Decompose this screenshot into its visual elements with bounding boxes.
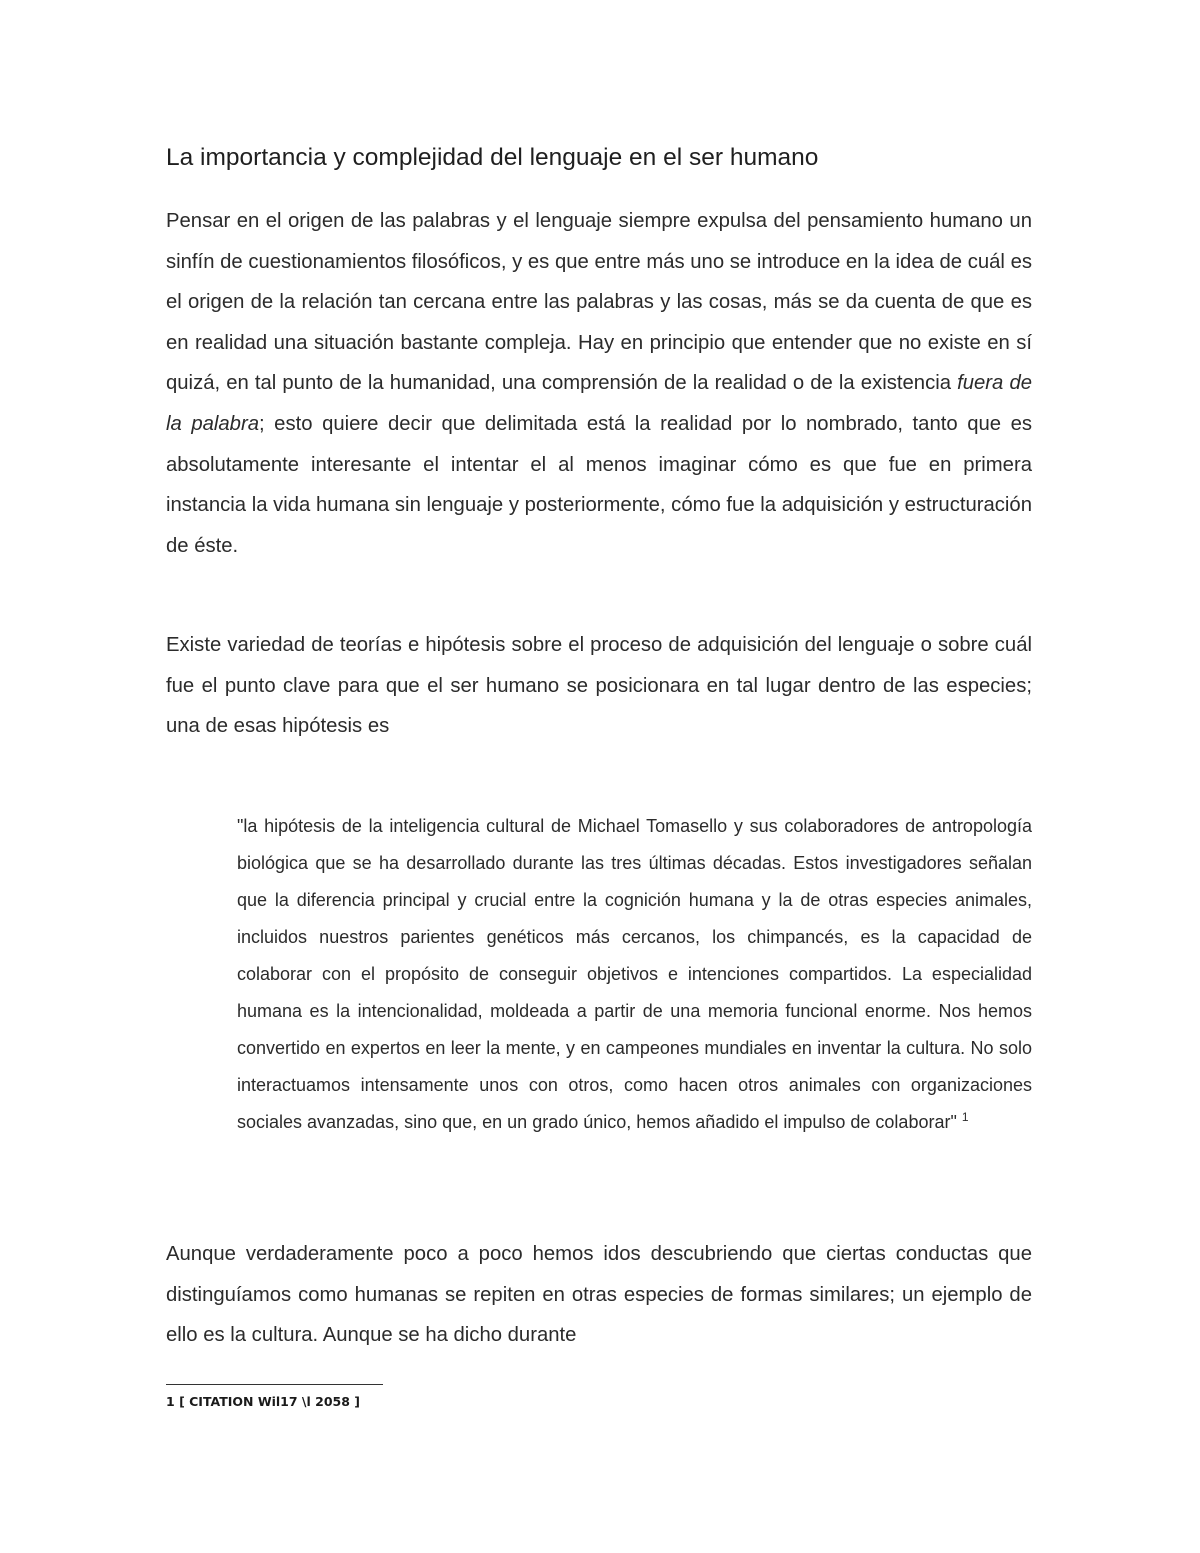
paragraph-hypotheses: Existe variedad de teorías e hipótesis sobre el proceso de adquisición del lenguaje o sobre cuál fue el punto clave para que el ser humano se posicionara en tal lugar dentro de las especies; una de esas hipótesis es — [166, 634, 1032, 738]
paragraph-intro — [166, 201, 1032, 566]
paragraph-intro-text-continued: ; esto quiere decir que delimitada está la realidad por lo nombrado, tanto que es absolutamente interesante el intentar el al menos imaginar cómo es que fue en primera instancia la vida humana sin lenguaje y posteriormente, cómo fue la adquisición y estructuración de éste. — [166, 412, 1033, 557]
footnote — [166, 1393, 360, 1411]
paragraph-intro-text: Pensar en el origen de las palabras y el lenguaje siempre expulsa del pensamiento humano un sinfín de cuestionamientos filosóficos, y es que entre más uno se introduce en la idea de cuál es el origen de la relación tan cercana entre las palabras y las cosas, más se da cuenta de que es en realidad una situación bastante compleja. Hay en principio que entender que no existe en sí quizá, en tal punto de la humanidad, una comprensión de la realidad o de la existencia — [166, 210, 1032, 395]
footnote-reference[interactable]: 1 — [961, 1110, 969, 1124]
footnote-citation: [ CITATION Wil17 \l 2058 ] — [179, 1394, 360, 1409]
block-quote — [237, 808, 1032, 1141]
footnote-number: 1 — [166, 1394, 175, 1409]
document-title: La importancia y complejidad del lenguaje en el ser humano — [166, 144, 819, 171]
italic-phrase: fuera de la palabra — [166, 372, 1032, 435]
paragraph-culture: Aunque verdaderamente poco a poco hemos idos descubriendo que ciertas conductas que distinguíamos como humanas se repiten en otras especies de formas similares; un ejemplo de ello es la cultura. Aunque se ha dicho durante — [166, 1243, 1032, 1347]
footnote-separator — [166, 1384, 383, 1385]
block-quote-text: "la hipótesis de la inteligencia cultural de Michael Tomasello y sus colaboradores de antropología biológica que se ha desarrollado durante las tres últimas décadas. Estos investigadores señalan que la diferencia principal y crucial entre la cognición humana y la de otras especies animales, incluidos nuestros parientes genéticos más cercanos, los chimpancés, es la capacidad de colaborar con el propósito de conseguir objetivos e intenciones compartidos. La especialidad humana es la intencionalidad, moldeada a partir de una memoria funcional enorme. Nos hemos convertido en expertos en leer la mente, y en campeones mundiales en inventar la cultura. No solo interactuamos intensamente unos con otros, como hacen otros animales con organizaciones sociales avanzadas, sino que, en un grado único, hemos añadido el impulso de colaborar" — [237, 816, 1032, 1132]
